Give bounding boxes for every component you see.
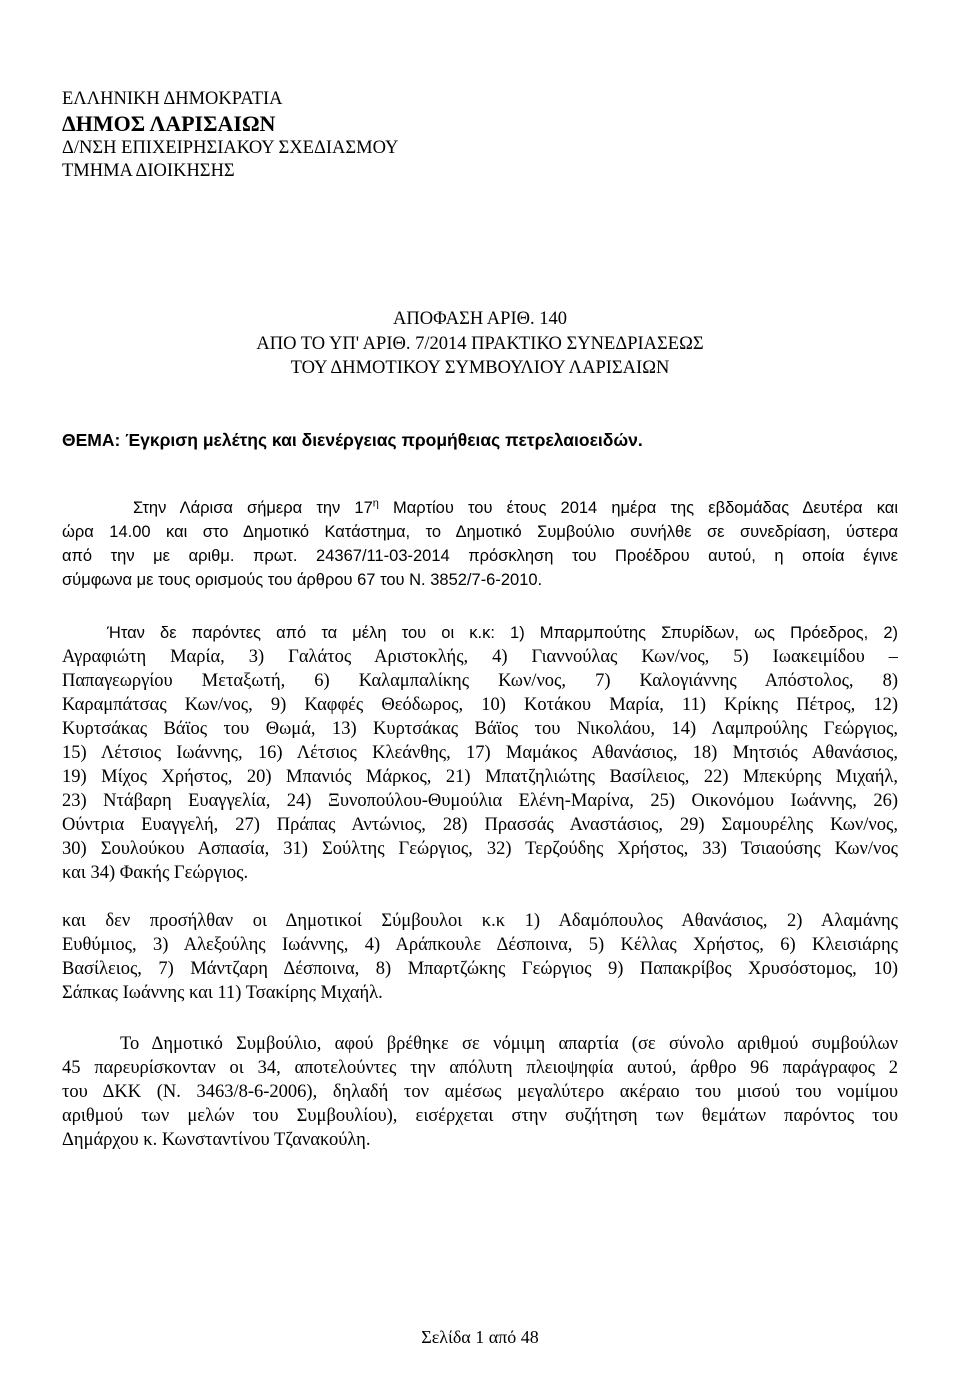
- present-line: Κυρτσάκας Βάϊος του Θωμά, 13) Κυρτσάκας Βάϊος του Νικολάου, 14) Λαμπρούλης Γεώργιος,: [62, 719, 898, 739]
- header-department: ΤΜΗΜΑ ΔΙΟΙΚΗΣΗΣ: [62, 161, 235, 181]
- present-line: 19) Μίχος Χρήστος, 20) Μπανιός Μάρκος, 21) Μπατζηλιώτης Βασίλειος, 22) Μπεκύρης Μιχαήλ,: [62, 767, 898, 787]
- present-line: 30) Σουλούκου Ασπασία, 31) Σούλτης Γεώργιος, 32) Τερζούδης Χρήστος, 33) Τσιαούσης Κων/νος: [62, 839, 898, 859]
- quorum-line: Δημάρχου κ. Κωνσταντίνου Τζανακούλη.: [62, 1130, 371, 1150]
- subject-line: ΘΕΜΑ: Έγκριση μελέτης και διενέργειας προμήθειας πετρελαιοειδών.: [62, 430, 643, 450]
- present-line: 15) Λέτσιος Ιωάννης, 16) Λέτσιος Κλεάνθης, 17) Μαμάκος Αθανάσιος, 18) Μητσιός Αθανάσιος,: [62, 743, 898, 763]
- header-municipality: ΔΗΜΟΣ ΛΑΡΙΣΑΙΩΝ: [62, 111, 276, 136]
- intro-line: Στην Λάρισα σήμερα την $17^\eta$ Μαρτίου του έτους 2014 ημέρα της εβδομάδας Δευτέρα και: [133, 497, 898, 517]
- present-line: 23) Ντάβαρη Ευαγγελία, 24) Ξυνοπούλου-Θυμούλια Ελένη-Μαρίνα, 25) Οικονόμου Ιωάννης, 26): [62, 791, 898, 811]
- present-members-paragraph: [62, 621, 898, 885]
- decision-minutes: ΑΠΟ ΤΟ ΥΠ' ΑΡΙΘ. 7/2014 ΠΡΑΚΤΙΚΟ ΣΥΝΕΔΡΙΑΣΕΩΣ: [256, 334, 704, 354]
- absent-line: Βασίλειος, 7) Μάντζαρη Δέσποινα, 8) Μπαρτζώκης Γεώργιος 9) Παπακρίβος Χρυσόστομος, 10): [62, 959, 898, 979]
- present-line: Ήταν δε παρόντες από τα μέλη του οι κ.κ: 1) Μπαρμπούτης Σπυρίδων, ως Πρόεδρος, 2): [107, 624, 898, 642]
- intro-line: από την με αριθμ. πρωτ. 24367/11-03-2014 πρόσκληση του Προέδρου αυτού, η οποία έγινε: [62, 547, 898, 565]
- intro-line: σύμφωνα με τους ορισμούς του άρθρου 67 του Ν. 3852/7-6-2010.: [62, 571, 543, 589]
- header-republic: ΕΛΛΗΝΙΚΗ ΔΗΜΟΚΡΑΤΙΑ: [62, 89, 283, 109]
- quorum-line: Το Δημοτικό Συμβούλιο, αφού βρέθηκε σε νόμιμη απαρτία (σε σύνολο αριθμού συμβούλων: [120, 1034, 898, 1054]
- page-number: Σελίδα 1 από 48: [421, 1327, 539, 1347]
- decision-number: ΑΠΟΦΑΣΗ ΑΡΙΘ. 140: [393, 309, 567, 329]
- present-line: Καραμπάτσας Κων/νος, 9) Καφφές Θεόδωρος, 10) Κοτάκου Μαρία, 11) Κρίκης Πέτρος, 12): [62, 695, 898, 715]
- present-line: Αγραφιώτη Μαρία, 3) Γαλάτος Αριστοκλής, 4) Γιαννούλας Κων/νος, 5) Ιωακειμίδου –: [62, 647, 898, 667]
- absent-members-paragraph: [62, 909, 898, 1005]
- decision-council: ΤΟΥ ΔΗΜΟΤΙΚΟΥ ΣΥΜΒΟΥΛΙΟΥ ΛΑΡΙΣΑΙΩΝ: [290, 358, 670, 378]
- present-line: Παπαγεωργίου Μεταξωτή, 6) Καλαμπαλίκης Κων/νος, 7) Καλογιάννης Απόστολος, 8): [62, 671, 898, 691]
- present-line: και 34) Φακής Γεώργιος.: [62, 863, 249, 883]
- absent-line: Σάπκας Ιωάννης και 11) Τσακίρης Μιχαήλ.: [62, 983, 383, 1003]
- quorum-line: αριθμού των μελών του Συμβουλίου), εισέρχεται στην συζήτηση των θεμάτων παρόντος του: [62, 1106, 898, 1126]
- quorum-line: του ΔΚΚ (Ν. 3463/8-6-2006), δηλαδή τον αμέσως μεγαλύτερο ακέραιο του μισού του νομίμου: [62, 1082, 898, 1102]
- intro-line: ώρα 14.00 και στο Δημοτικό Κατάστημα, το Δημοτικό Συμβούλιο συνήλθε σε συνεδρίαση, ύστερα: [62, 523, 898, 541]
- intro-paragraph: [62, 496, 898, 592]
- absent-line: Ευθύμιος, 3) Αλεξούλης Ιωάννης, 4) Αράπκουλε Δέσποινα, 5) Κέλλας Χρήστος, 6) Κλεισιάρης: [62, 935, 898, 955]
- quorum-line: 45 παρευρίσκονταν οι 34, αποτελούντες την απόλυτη πλειοψηφία αυτού, άρθρο 96 παράγραφος 2: [62, 1058, 898, 1078]
- present-line: Ούντρια Ευαγγελή, 27) Πράπας Αντώνιος, 28) Πρασσάς Αναστάσιος, 29) Σαμουρέλης Κων/νος,: [62, 815, 898, 835]
- quorum-paragraph: [62, 1032, 898, 1152]
- header-directorate: Δ/ΝΣΗ ΕΠΙΧΕΙΡΗΣΙΑΚΟΥ ΣΧΕΔΙΑΣΜΟΥ: [62, 138, 399, 158]
- absent-line: και δεν προσήλθαν οι Δημοτικοί Σύμβουλοι κ.κ 1) Αδαμόπουλος Αθανάσιος, 2) Αλαμάνης: [62, 911, 898, 931]
